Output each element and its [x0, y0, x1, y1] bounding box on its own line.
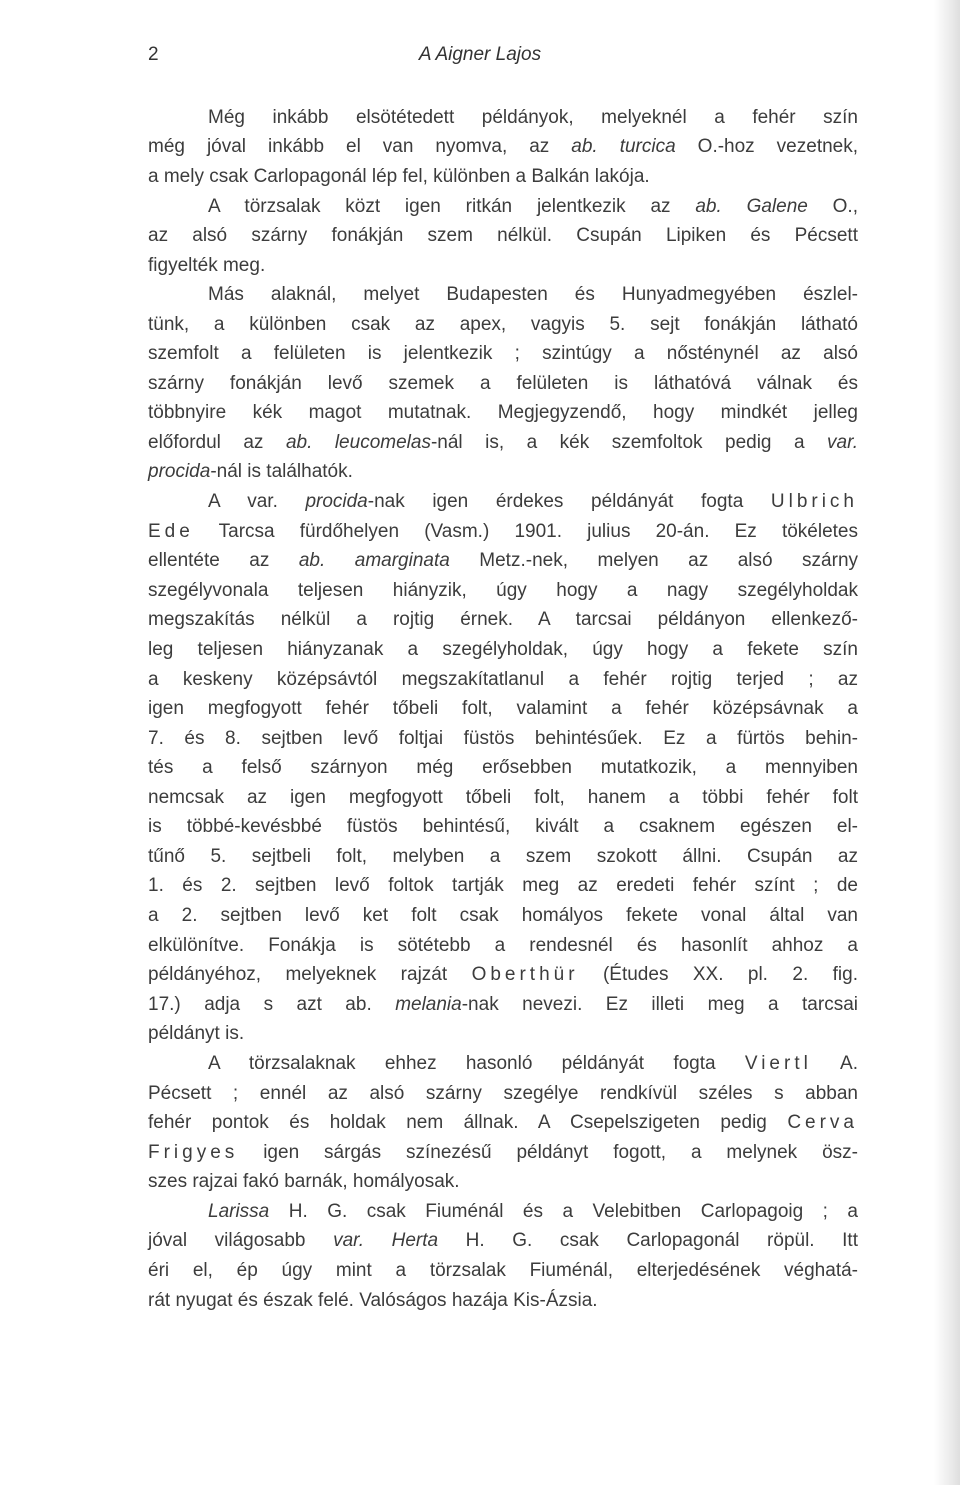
text-line [148, 520, 858, 544]
text-run: a keskeny középsávtól megszakítatlanul a fehér rojtig terjed ; az [148, 669, 858, 690]
text-line [148, 165, 858, 189]
text-run: A. [811, 1053, 858, 1074]
italic-term: var. Herta [333, 1230, 439, 1251]
text-line [148, 372, 858, 396]
text-run: H. G. csak Carlopagonál röpül. Itt [438, 1230, 858, 1251]
text-run: -nak igen érdekes példányát fogta [367, 491, 771, 512]
text-run: Pécsett ; ennél az alsó szárny szegélye rendkívül széles s abban [148, 1083, 858, 1104]
text-line [148, 727, 858, 751]
text-line [148, 254, 858, 278]
italic-term: Larissa [208, 1201, 270, 1222]
text-line [148, 1170, 858, 1194]
text-run: szemfolt a felületen is jelentkezik ; szintúgy a nősténynél az alsó [148, 343, 858, 364]
text-run: O., [807, 196, 858, 217]
text-run: tünk, a különben csak az apex, vagyis 5. sejt fonákján látható [148, 314, 858, 335]
text-run: többnyire kék magot mutatnak. Megjegyzendő, hogy mindkét jelleg [148, 402, 858, 423]
text-run: nemcsak az igen megfogyott tőbeli folt, hanem a többi fehér folt [148, 787, 858, 808]
text-line [148, 460, 858, 484]
text-line [148, 993, 858, 1017]
person-name: Ede [148, 521, 194, 542]
text-line [208, 1200, 858, 1224]
text-line [148, 815, 858, 839]
text-run: A törzsalaknak ehhez hasonló példányát fogta [208, 1053, 745, 1074]
text-line [148, 638, 858, 662]
person-name: Viertl [744, 1053, 812, 1074]
text-run: jóval világosabb [148, 1230, 334, 1251]
italic-term: ab. turcica [571, 136, 676, 157]
text-run: 1. és 2. sejtben levő foltok tartják meg az eredeti fehér színt ; de [148, 875, 858, 896]
person-name: Oberthür [471, 964, 579, 985]
text-run: a 2. sejtben levő ket folt csak homályos fekete vonal által van [148, 905, 858, 926]
text-run: szegélyvonala teljesen hiányzik, úgy hogy a nagy szegélyholdak [148, 580, 858, 601]
text-run: Metz.-nek, melyen az alsó szárny [449, 550, 859, 571]
text-line [148, 904, 858, 928]
italic-term: ab. leucomelas [285, 432, 431, 453]
text-line [148, 845, 858, 869]
text-run: O.-hoz vezetnek, [675, 136, 859, 157]
page-number: 2 [148, 44, 159, 65]
text-run: -nál is, a kék szemfoltok pedig a [430, 432, 828, 453]
italic-term: melania [395, 994, 462, 1015]
italic-term: ab. amarginata [298, 550, 450, 571]
text-run: fehér pontok és holdak nem állnak. A Csepelszigeten pedig [148, 1112, 788, 1133]
text-run: -nál is találhatók. [210, 461, 353, 482]
text-run: a mely csak Carlopagonál lép fel, különben a Balkán lakója. [148, 166, 650, 187]
text-line [208, 283, 858, 307]
text-run: is többé-kevésbbé füstös behintésű, kivált a csaknem egészen el- [148, 816, 858, 837]
text-run: éri el, ép úgy mint a törzsalak Fiuménál, elterjedésének véghatá- [148, 1260, 858, 1281]
text-line [148, 1289, 858, 1313]
text-line [208, 106, 858, 130]
text-run: szes rajzai fakó barnák, homályosak. [148, 1171, 460, 1192]
text-line [148, 1229, 858, 1253]
text-line [148, 313, 858, 337]
text-line [148, 401, 858, 425]
text-run: figyelték meg. [148, 255, 266, 276]
running-title: A Aigner Lajos [418, 44, 542, 65]
text-run: előfordul az [148, 432, 286, 453]
text-run: példányéhoz, melyeknek rajzát [148, 964, 472, 985]
text-line [148, 1259, 858, 1283]
text-line [148, 1141, 858, 1165]
text-line [148, 1022, 858, 1046]
text-run: még jóval inkább el van nyomva, az [148, 136, 572, 157]
text-run: Még inkább elsötétedett példányok, melyeknél a fehér szín [208, 107, 858, 128]
text-run: -nak nevezi. Ez illeti meg a tarcsai [461, 994, 858, 1015]
text-run: megszakítás nélkül a rojtig érnek. A tarcsai példányon ellenkező- [148, 609, 858, 630]
person-name: Ulbrich [770, 491, 858, 512]
text-line [148, 874, 858, 898]
text-run: ellentéte az [148, 550, 299, 571]
text-run: tés a felső szárnyon még erősebben mutatkozik, a mennyiben [148, 757, 858, 778]
text-line [148, 934, 858, 958]
text-run: 7. és 8. sejtben levő foltjai füstös behintésűek. Ez a fürtös behin- [148, 728, 858, 749]
text-line [148, 579, 858, 603]
text-run: Más alaknál, melyet Budapesten és Hunyadmegyében észlel- [208, 284, 858, 305]
text-line [148, 756, 858, 780]
text-run: elkülönítve. Fonákja is sötétebb a rendesnél és hasonlít ahhoz a [148, 935, 858, 956]
text-run: igen sárgás színezésű példányt fogott, a melynek ösz- [238, 1142, 858, 1163]
italic-term: ab. Galene [695, 196, 808, 217]
person-name: Frigyes [148, 1142, 239, 1163]
text-line [208, 195, 858, 219]
text-run: az alsó szárny fonákján szem nélkül. Csupán Lipiken és Pécsett [148, 225, 858, 246]
text-run: (Études XX. pl. 2. fig. [578, 964, 858, 985]
text-run: igen megfogyott fehér tőbeli folt, valamint a fehér középsávnak a [148, 698, 858, 719]
text-line [148, 668, 858, 692]
text-run: tűnő 5. sejtbeli folt, melyben a szem szokott állni. Csupán az [148, 846, 858, 867]
person-name: Cerva [787, 1112, 858, 1133]
text-line [148, 549, 858, 573]
text-run: A var. [208, 491, 306, 512]
text-run: A törzsalak közt igen ritkán jelentkezik az [208, 196, 696, 217]
italic-term: procida [305, 491, 368, 512]
text-run: 17.) adja s azt ab. [148, 994, 396, 1015]
text-line [148, 342, 858, 366]
text-line [208, 1052, 858, 1076]
text-run: szárny fonákján levő szemek a felületen is láthatóvá válnak és [148, 373, 858, 394]
text-run: példányt is. [148, 1023, 245, 1044]
italic-term: var. [827, 432, 859, 453]
text-run: Tarcsa fürdőhelyen (Vasm.) 1901. julius 20-án. Ez tökéletes [193, 521, 858, 542]
text-line [148, 431, 858, 455]
italic-term: procida [148, 461, 211, 482]
text-line [148, 963, 858, 987]
text-line [148, 786, 858, 810]
page-edge-shadow [934, 0, 960, 1485]
text-line [148, 224, 858, 248]
text-run: leg teljesen hiányzanak a szegélyholdak, úgy hogy a fekete szín [148, 639, 858, 660]
text-line [208, 490, 858, 514]
text-line [148, 1082, 858, 1106]
text-line [148, 697, 858, 721]
text-run: rát nyugat és észak felé. Valóságos hazája Kis-Ázsia. [148, 1290, 598, 1311]
text-line [148, 608, 858, 632]
text-line [148, 135, 858, 159]
text-line [148, 1111, 858, 1135]
text-run: H. G. csak Fiuménál és a Velebitben Carlopagoig ; a [269, 1201, 858, 1222]
